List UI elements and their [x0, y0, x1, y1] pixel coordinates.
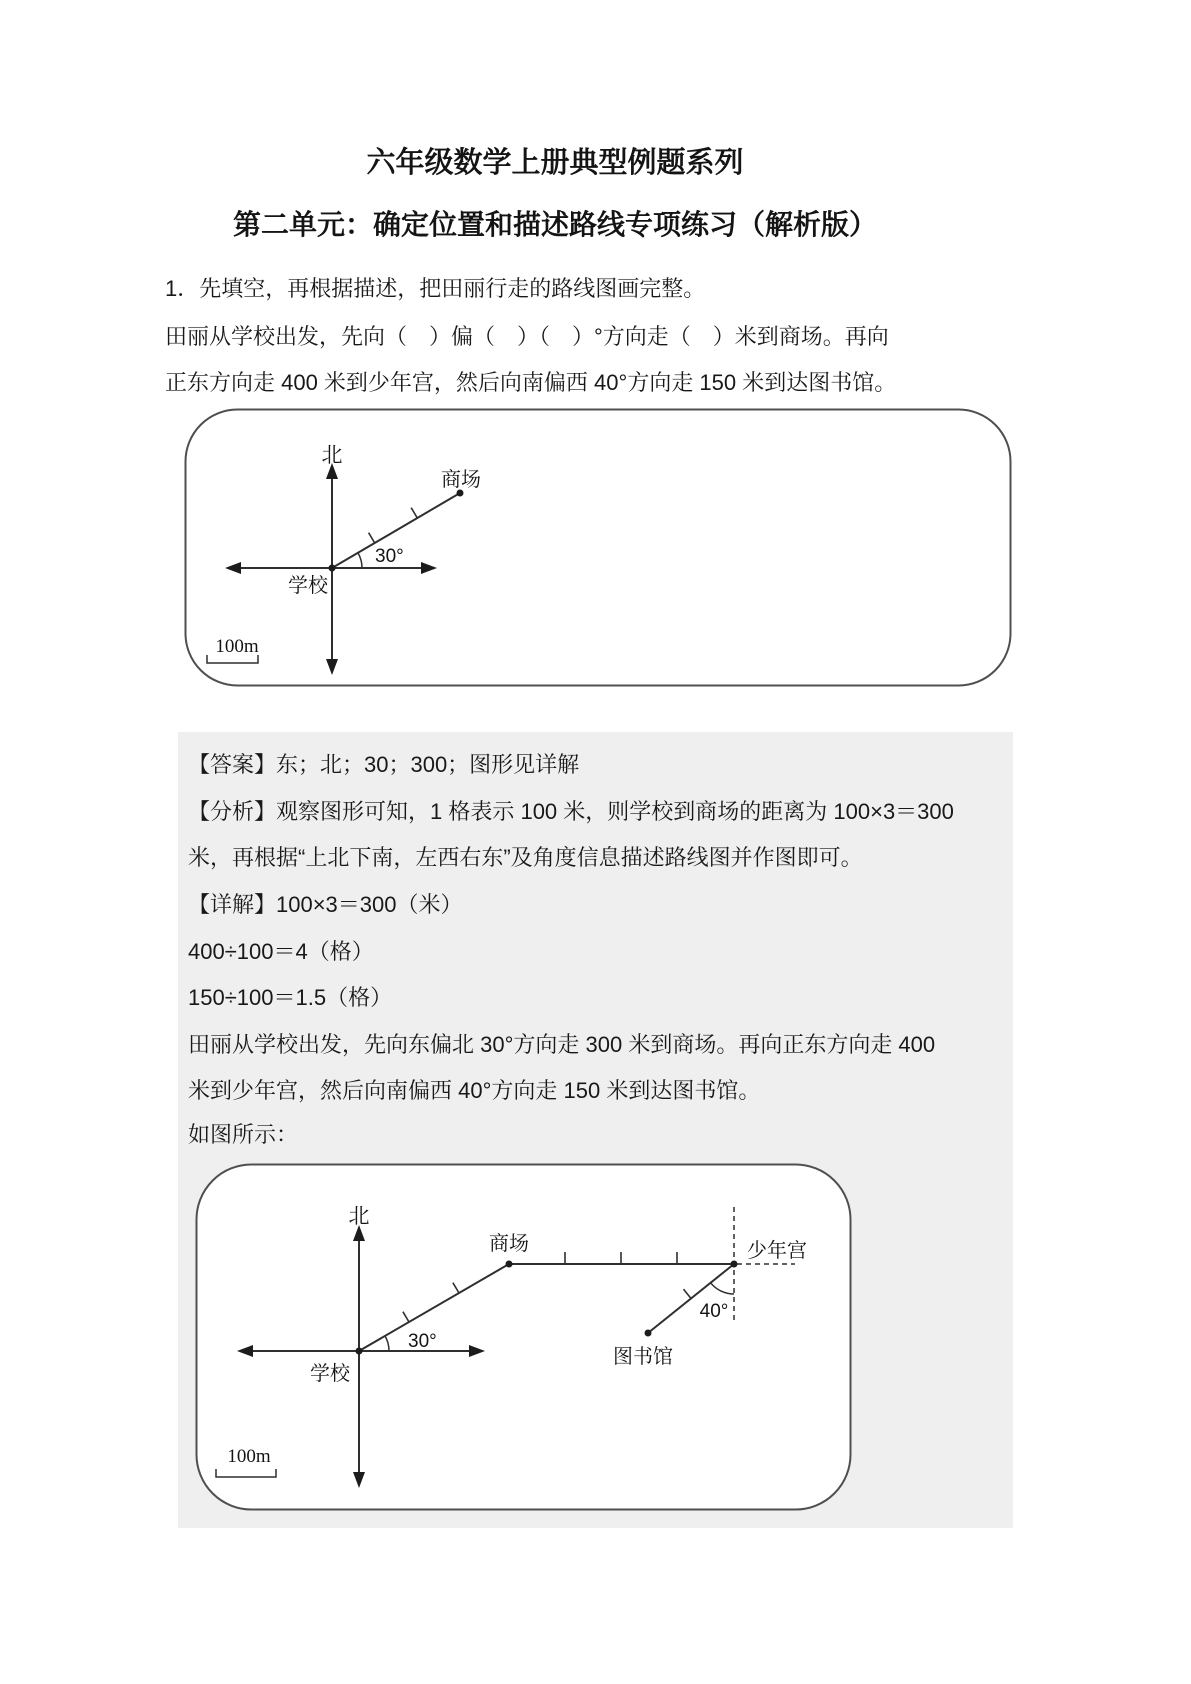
diagram-border	[186, 410, 1011, 686]
scale-label: 100m	[227, 1446, 271, 1467]
detail-line: 400÷100＝4（格）	[188, 939, 374, 964]
angle-40-label: 40°	[699, 1301, 729, 1322]
school-point	[329, 565, 336, 572]
library-label: 图书馆	[613, 1346, 673, 1368]
north-label: 北	[348, 1205, 370, 1228]
angle-30-label: 30°	[375, 546, 404, 567]
library-point	[645, 1330, 652, 1337]
school-label: 学校	[288, 575, 328, 597]
page-subtitle: 第二单元：确定位置和描述路线专项练习（解析版）	[232, 209, 877, 240]
mall-point	[506, 1261, 513, 1268]
answer-line: 【答案】东；北；30；300；图形见详解	[188, 752, 580, 777]
school-point	[356, 1348, 363, 1355]
detail-line: 米到少年宫，然后向南偏西 40°方向走 150 米到达图书馆。	[188, 1078, 761, 1103]
analysis-line: 米，再根据“上北下南，左西右东”及角度信息描述路线图并作图即可。	[188, 845, 863, 870]
route-diagram-incomplete	[184, 408, 1012, 687]
analysis-line: 【分析】观察图形可知，1 格表示 100 米，则学校到商场的距离为 100×3＝300	[188, 799, 954, 824]
scale-label: 100m	[215, 636, 259, 657]
route-diagram-complete	[195, 1163, 852, 1511]
question-line-1: 1．先填空，再根据描述，把田丽行走的路线图画完整。	[165, 276, 706, 301]
page-title: 六年级数学上册典型例题系列	[366, 147, 744, 179]
question-line-3: 正东方向走 400 米到少年宫，然后向南偏西 40°方向走 150 米到达图书馆。	[165, 370, 897, 395]
diagram-border	[197, 1165, 851, 1510]
mall-label: 商场	[441, 469, 481, 491]
detail-line: 【详解】100×3＝300（米）	[188, 892, 463, 917]
north-label: 北	[321, 444, 343, 467]
school-label: 学校	[310, 1363, 350, 1385]
angle-30-label: 30°	[408, 1331, 437, 1352]
detail-line: 田丽从学校出发，先向东偏北 30°方向走 300 米到商场。再向正东方向走 400	[188, 1032, 936, 1057]
youth-palace-label: 少年宫	[747, 1240, 807, 1262]
detail-line: 150÷100＝1.5（格）	[188, 985, 393, 1010]
mall-label: 商场	[489, 1233, 529, 1255]
youth-palace-point	[731, 1261, 738, 1268]
detail-line: 如图所示：	[188, 1122, 299, 1147]
question-line-2: 田丽从学校出发，先向（ ）偏（ ）（ ）°方向走（ ）米到商场。再向	[165, 324, 889, 349]
